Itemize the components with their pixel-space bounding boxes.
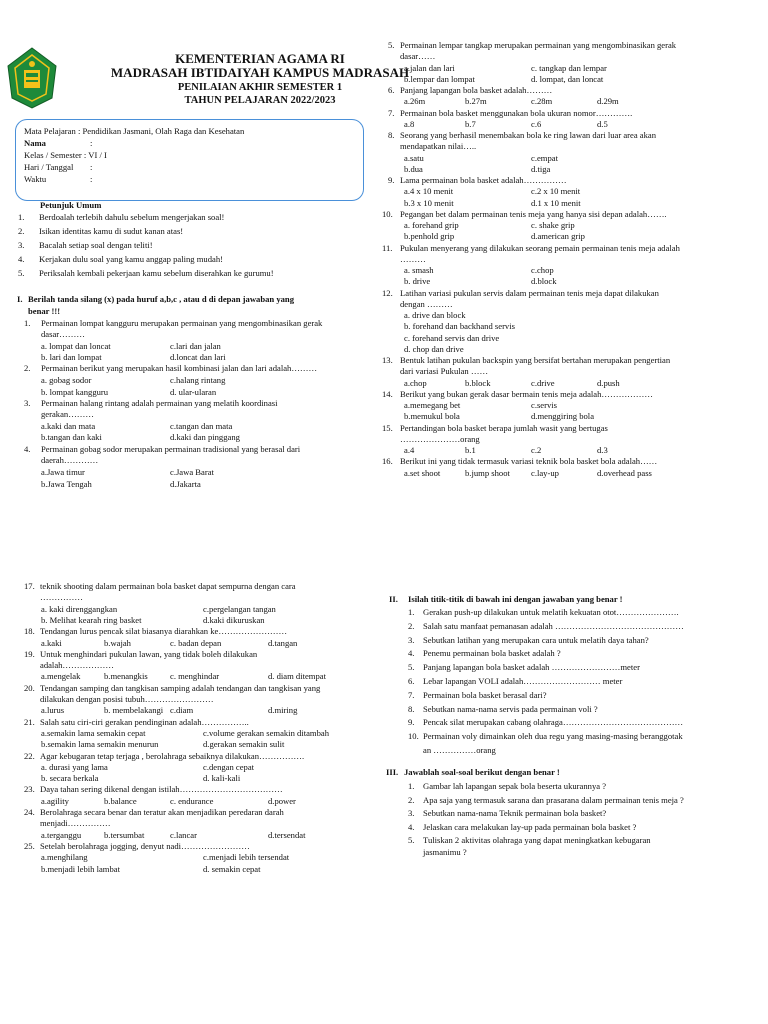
option[interactable]: a.mengelak	[41, 671, 81, 682]
option[interactable]: c.lari dan jalan	[170, 341, 221, 351]
option[interactable]: d. kali-kali	[203, 773, 241, 784]
option[interactable]: d. lompat, dan loncat	[531, 73, 604, 84]
question-4-cont: daerah…………	[41, 455, 99, 465]
option[interactable]: a.Jawa timur	[41, 467, 85, 477]
fill-in-text: Panjang lapangan bola basket adalah ……………………meter	[423, 662, 640, 673]
option[interactable]: b.semakin lama semakin menurun	[41, 739, 159, 750]
question-text-cont: ……………	[40, 592, 83, 603]
option[interactable]: d.gerakan semakin sulit	[203, 739, 285, 750]
option[interactable]: a.kaki dan mata	[41, 421, 96, 431]
option[interactable]: d.Jakarta	[170, 479, 201, 489]
question-number: 9.	[388, 175, 395, 185]
option[interactable]: b. membelakangi	[104, 705, 164, 716]
option[interactable]: b.menjadi lebih lambat	[41, 863, 120, 874]
option[interactable]: c.6	[531, 118, 542, 129]
option[interactable]: b. lompat kangguru	[41, 387, 109, 397]
essay-text: Tuliskan 2 aktivitas olahraga yang dapat meningkatkan kebugaran	[423, 835, 651, 845]
option[interactable]: b.dua	[404, 163, 423, 174]
option[interactable]: d.1 x 10 menit	[531, 197, 581, 208]
option[interactable]: b.wajah	[104, 637, 131, 648]
fill-in-text: Permainan bola basket berasal dari?	[423, 689, 547, 700]
fill-in-number: 6.	[408, 676, 415, 686]
option[interactable]: a. lompat dan loncat	[41, 341, 111, 351]
fill-in-number: 8.	[408, 703, 415, 714]
essay-number: 4.	[408, 821, 415, 832]
identity-row	[24, 126, 244, 137]
petunjuk-title: Petunjuk Umum	[40, 200, 102, 210]
question-text: Pukulan menyerang yang dilakukan seorang pemain permainan tenis meja adalah	[400, 242, 680, 253]
option[interactable]: a. kaki direnggangkan	[41, 603, 118, 614]
question-number: 20.	[24, 682, 35, 693]
option[interactable]: d.3	[597, 445, 608, 455]
question-number: 12.	[382, 287, 393, 298]
option[interactable]: d.menggiring bola	[531, 411, 595, 422]
option[interactable]: c.lay-up	[531, 467, 559, 478]
option[interactable]: b. secara berkala	[41, 773, 99, 784]
question-number: 16.	[382, 456, 393, 467]
option[interactable]: b.27m	[465, 96, 487, 107]
option[interactable]: d. semakin cepat	[203, 863, 261, 874]
option[interactable]: c.2 x 10 menit	[531, 186, 581, 197]
fill-in-text: Sebutkan latihan yang merupakan cara untuk melatih daya tahan?	[423, 634, 649, 645]
question-text-cont: dengan ………	[400, 298, 453, 309]
identity-value: :	[90, 162, 93, 172]
option[interactable]: d.american grip	[531, 231, 585, 242]
option[interactable]: d. diam ditempat	[268, 671, 326, 682]
question-number: 24.	[24, 807, 35, 817]
fill-in-number: 7.	[408, 689, 415, 700]
essay-number: 3.	[408, 808, 415, 818]
option[interactable]: c. endurance	[170, 795, 214, 806]
question-text: Seorang yang berhasil menembakan bola ke ring lawan dari luar area akan	[400, 130, 657, 140]
section3-title: Jawablah soal-soal berikut dengan benar !	[404, 767, 560, 777]
question-number: 19.	[24, 648, 35, 659]
question-text-cont: adalah………………	[40, 660, 114, 671]
option[interactable]: b.memukul bola	[404, 411, 460, 422]
question-4: 4. Permainan gobag sodor merupakan permainan tradisional yang berasal dari	[24, 444, 301, 454]
identity-value: :	[90, 138, 93, 148]
fill-in-text: Gerakan push-up dilakukan untuk melatih kekuatan otot………………….	[423, 607, 679, 617]
option[interactable]: c.diam	[170, 705, 194, 716]
option[interactable]: c. menghindar	[170, 671, 220, 682]
essay-number: 1.	[408, 781, 415, 791]
option[interactable]: a.agility	[41, 795, 69, 806]
option[interactable]: b. forehand dan backhand servis	[404, 321, 515, 332]
option[interactable]: b.1	[465, 445, 476, 455]
petunjuk-item: 1. Berdoalah terlebih dahulu sebelum mengerjakan soal!	[18, 212, 225, 222]
option[interactable]: b.balance	[104, 795, 137, 806]
question-number: 6.	[388, 85, 395, 95]
option[interactable]: a.terganggu	[41, 829, 82, 840]
fill-in-number: 4.	[408, 648, 415, 659]
option[interactable]: c. tangkap dan lempar	[531, 62, 607, 73]
petunjuk-item: 2. Isikan identitas kamu di sudut kanan atas!	[18, 226, 184, 236]
question-1: 1. Permainan lompat kangguru merupakan permainan yang mengombinasikan gerak	[24, 318, 323, 328]
question-text: Berikut ini yang tidak termasuk variasi teknik bola basket bola adalah……	[400, 456, 658, 467]
option[interactable]: a.set shoot	[404, 467, 441, 478]
option[interactable]: d.power	[268, 795, 296, 806]
question-text: Berikut yang bukan gerak dasar bermain tenis meja adalah………………	[400, 388, 653, 399]
option[interactable]: d.kaki dikuruskan	[203, 614, 265, 625]
identity-row	[24, 162, 93, 173]
option[interactable]: c.2	[531, 445, 542, 455]
option[interactable]: a.jalan dan lari	[404, 62, 455, 73]
option[interactable]: d.push	[597, 377, 620, 388]
fill-in-number: 1.	[408, 607, 415, 617]
option[interactable]: d. ular-ularan	[170, 387, 217, 397]
question-2: 2. Permainan berikut yang merupakan hasil kombinasi jalan dan lari adalah………	[24, 363, 318, 373]
option[interactable]: c.empat	[531, 152, 558, 163]
question-text: Tendangan lurus pencak silat biasanya diarahkan ke……………………	[40, 626, 288, 637]
fill-in-number: 2.	[408, 620, 415, 631]
fill-in-number: 10.	[408, 731, 419, 742]
option[interactable]: c.servis	[531, 400, 558, 410]
identity-label: Mata Pelajaran	[24, 126, 76, 136]
option[interactable]: d.5	[597, 118, 608, 129]
option[interactable]: a.26m	[404, 96, 426, 107]
option[interactable]: a.memegang bet	[404, 400, 461, 410]
fill-in-text: Penemu permainan bola basket adalah ?	[423, 648, 561, 659]
question-text: Pegangan bet dalam permainan tenis meja yang hanya sisi depan adalah…….	[400, 208, 667, 219]
question-3: 3. Permainan halang rintang adalah permainan yang melatih koordinasi	[24, 398, 278, 408]
question-number: 22.	[24, 750, 35, 761]
question-text: Setelah berolahraga jogging, denyut nadi……………………	[40, 840, 250, 851]
header-ministry: KEMENTERIAN AGAMA RI	[175, 51, 345, 66]
option[interactable]: d.overhead pass	[597, 467, 652, 478]
option[interactable]: c.dengan cepat	[203, 761, 255, 772]
identity-row	[24, 150, 107, 161]
option[interactable]: a.4 x 10 menit	[404, 186, 454, 197]
option[interactable]: c. forehand servis dan drive	[404, 332, 500, 343]
question-text-cont: dasar……	[400, 51, 436, 62]
option[interactable]: c. badan depan	[170, 637, 222, 648]
fill-in-text: Lebar lapangan VOLI adalah……………………… meter	[423, 676, 623, 686]
question-number: 15.	[382, 422, 393, 433]
option[interactable]: c.28m	[531, 96, 553, 107]
identity-value: : VI / I	[83, 150, 107, 160]
question-text-cont: ………	[400, 253, 426, 264]
option[interactable]: d.kaki dan pinggang	[170, 432, 240, 442]
option[interactable]: b. drive	[404, 276, 431, 287]
question-text: Panjang lapangan bola basket adalah………	[400, 85, 553, 95]
essay-text: Sebutkan nama-nama Teknik permainan bola basket?	[423, 808, 607, 818]
question-number: 13.	[382, 355, 393, 365]
option[interactable]: c.Jawa Barat	[170, 467, 214, 477]
option[interactable]: d.tiga	[531, 163, 551, 174]
essay-number: 5.	[408, 835, 415, 845]
option[interactable]: a.4	[404, 445, 415, 455]
option[interactable]: d.tersendat	[268, 829, 306, 840]
fill-in-number: 3.	[408, 634, 415, 645]
question-text-cont: dilakukan dengan posisi tubuh……………………	[40, 694, 214, 704]
option[interactable]: c.halang rintang	[170, 375, 226, 385]
option[interactable]: a.semakin lama semakin cepat	[41, 727, 146, 738]
option[interactable]: d.loncat dan lari	[170, 352, 226, 362]
question-text-cont: mendapatkan nilai…..	[400, 141, 477, 152]
option[interactable]: c.pergelangan tangan	[203, 603, 276, 614]
identity-label: Nama	[24, 138, 46, 148]
option[interactable]: b. lari dan lompat	[41, 352, 102, 362]
section2-num: II.	[389, 594, 398, 604]
identity-label: Hari / Tanggal	[24, 162, 74, 172]
section2-title: Isilah titik-titik di bawah ini dengan jawaban yang benar !	[408, 594, 623, 604]
option[interactable]: b.lempar dan lompat	[404, 73, 475, 84]
question-text: Latihan variasi pukulan servis dalam permainan tenis meja dapat dilakukan	[400, 287, 659, 298]
question-text: Permainan bola basket menggunakan bola ukuran nomor………….	[400, 107, 633, 118]
section3-num: III.	[386, 767, 399, 777]
fill-in-text: Permainan voly dimainkan oleh dua regu yang masing-masing beranggotak	[423, 731, 683, 742]
option[interactable]: b.tangan dan kaki	[41, 432, 102, 442]
option[interactable]: c.tangan dan mata	[170, 421, 233, 431]
question-text: Lama permainan bola basket adalah……………	[400, 175, 567, 185]
option[interactable]: c. shake grip	[531, 220, 575, 230]
option[interactable]: a. gobag sodor	[41, 375, 92, 385]
fill-in-text: Sebutkan nama-nama servis pada permainan voli ?	[423, 703, 598, 714]
option[interactable]: b.Jawa Tengah	[41, 479, 92, 489]
question-1-cont: dasar………	[41, 329, 85, 339]
option[interactable]: c.chop	[531, 265, 554, 275]
question-number: 8.	[388, 130, 395, 140]
madrasah-logo	[6, 46, 58, 110]
question-number: 18.	[24, 626, 35, 637]
option[interactable]: b.7	[465, 118, 476, 129]
essay-number: 2.	[408, 794, 415, 805]
question-text: Agar kebugaran tetap terjaga , berolahraga sebaiknya dilakukan…………….	[40, 750, 305, 761]
option[interactable]: b.jump shoot	[465, 467, 510, 478]
essay-text: Jelaskan cara melakukan lay-up pada permainan bola basket ?	[423, 821, 637, 832]
section1-title-cont: benar !!!	[28, 306, 61, 316]
question-text: Berolahraga secara benar dan teratur akan menjadikan peredaran darah	[40, 807, 284, 817]
essay-text-cont: jasmanimu ?	[423, 847, 467, 857]
section1-num: I.	[17, 294, 23, 304]
option[interactable]: b.3 x 10 menit	[404, 197, 454, 208]
identity-value: :	[90, 174, 93, 184]
option[interactable]: a.menghilang	[41, 852, 88, 863]
question-text: Bentuk latihan pukulan backspin yang bersifat bertahan merupakan pengertian	[400, 355, 671, 365]
option[interactable]: c.volume gerakan semakin ditambah	[203, 727, 329, 738]
petunjuk-item: 3. Bacalah setiap soal dengan teliti!	[18, 240, 153, 250]
option[interactable]: b.tersumbat	[104, 829, 145, 840]
petunjuk-item: 5. Periksalah kembali pekerjaan kamu sebelum diserahkan ke gurumu!	[18, 268, 274, 278]
question-number: 14.	[382, 388, 393, 399]
option[interactable]: b. Melihat kearah ring basket	[41, 614, 142, 625]
petunjuk-item: 4. Kerjakan dulu soal yang kamu anggap paling mudah!	[18, 254, 223, 264]
option[interactable]: a.satu	[404, 152, 424, 163]
header-exam: PENILAIAN AKHIR SEMESTER 1	[177, 82, 343, 93]
question-text: Salah satu ciri-ciri gerakan pendinginan adalah……………..	[40, 716, 249, 727]
option[interactable]: a. smash	[404, 265, 434, 275]
fill-in-text: Salah satu manfaat pemanasan adalah ………………………………………	[423, 620, 684, 631]
option[interactable]: d.29m	[597, 96, 619, 107]
question-number: 17.	[24, 581, 35, 591]
question-number: 7.	[388, 107, 395, 118]
question-number: 25.	[24, 840, 35, 851]
question-text: Tendangan samping dan tangkisan samping adalah tendangan dan tangkisan yang	[40, 682, 321, 693]
header-school: MADRASAH IBTIDAIYAH KAMPUS MADRASAH	[110, 65, 410, 80]
question-text: Permainan lempar tangkap merupakan permainan yang mengombinasikan gerak	[400, 40, 677, 50]
option[interactable]: a.lurus	[41, 705, 65, 716]
identity-label: Waktu	[24, 174, 47, 184]
question-text-cont: menjadi……………	[40, 818, 111, 829]
header-year: TAHUN PELAJARAN 2022/2023	[184, 95, 336, 106]
option[interactable]: d. chop dan drive	[404, 343, 464, 354]
option[interactable]: b.block	[465, 377, 491, 388]
fill-in-number: 9.	[408, 717, 415, 728]
option[interactable]: d.block	[531, 276, 557, 287]
option[interactable]: c.menjadi lebih tersendat	[203, 852, 290, 863]
essay-text: Apa saja yang termasuk sarana dan prasarana dalam permainan tenis meja ?	[423, 794, 684, 805]
option[interactable]: a.chop	[404, 377, 427, 388]
question-number: 21.	[24, 716, 35, 727]
option[interactable]: a. drive dan block	[404, 310, 466, 320]
question-number: 5.	[388, 40, 395, 50]
question-text: Daya tahan sering dikenal dengan istilah………………………………	[40, 784, 283, 795]
fill-in-number: 5.	[408, 662, 415, 673]
identity-value: : Pendidikan Jasmani, Olah Raga dan Kesehatan	[77, 126, 245, 136]
option[interactable]: a. durasi yang lama	[41, 761, 108, 772]
question-3-cont: gerakan………	[41, 409, 94, 419]
option[interactable]: b.menangkis	[104, 671, 148, 682]
question-text: Untuk menghindari pukulan lawan, yang tidak boleh dilakukan	[40, 648, 258, 659]
identity-row	[24, 174, 93, 185]
essay-text: Gambar lah lapangan sepak bola beserta ukurannya ?	[423, 781, 607, 791]
identity-row	[24, 138, 93, 149]
question-text: Pertandingan bola basket berapa jumlah wasit yang bertugas	[400, 422, 608, 433]
question-number: 11.	[382, 242, 393, 253]
fill-in-text-cont: an ……………orang	[423, 744, 496, 755]
option[interactable]: d.miring	[268, 705, 298, 716]
question-text-cont: …………………orang	[400, 433, 480, 444]
section1-title: Berilah tanda silang (x) pada huruf a,b,c , atau d di depan jawaban yang	[28, 294, 294, 304]
question-number: 23.	[24, 784, 35, 795]
fill-in-text: Pencak silat merupakan cabang olahraga……………………………………	[423, 717, 684, 728]
option[interactable]: c.drive	[531, 377, 555, 388]
option[interactable]: b.penhold grip	[404, 231, 455, 242]
option[interactable]: a.8	[404, 118, 415, 129]
option[interactable]: a.kaki	[41, 637, 62, 648]
option[interactable]: d.tangan	[268, 637, 298, 648]
option[interactable]: a. forehand grip	[404, 220, 459, 230]
option[interactable]: c.lancar	[170, 829, 197, 840]
question-number: 10.	[382, 208, 393, 219]
question-text: teknik shooting dalam permainan bola basket dapat sempurna dengan cara	[40, 581, 296, 591]
identity-label: Kelas / Semester	[24, 150, 82, 160]
question-text-cont: dari variasi Pukulan ……	[400, 366, 489, 377]
